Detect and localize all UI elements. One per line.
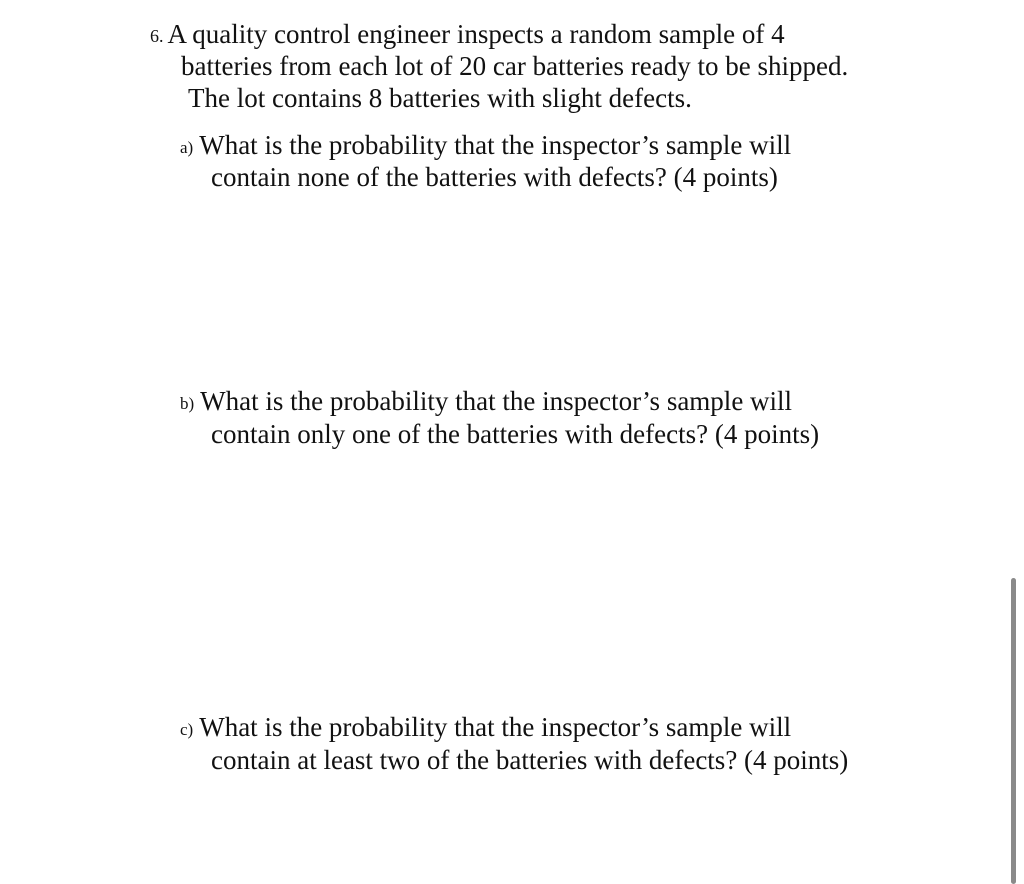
part-b-label: b) xyxy=(180,394,195,413)
part-a-line-2: contain none of the batteries with defects? (4 points) xyxy=(211,162,778,192)
part-a-line-1 xyxy=(180,129,791,164)
question-number: 6. xyxy=(150,26,164,46)
part-c-line-2: contain at least two of the batteries with defects? (4 points) xyxy=(211,745,849,775)
part-a-label: a) xyxy=(180,138,194,157)
vertical-scrollbar[interactable] xyxy=(1011,578,1016,884)
part-b-text-1: What is the probability that the inspector’s sample will xyxy=(200,386,793,416)
question-line-3: The lot contains 8 batteries with slight defects. xyxy=(188,83,692,113)
question-text-1: A quality control engineer inspects a random sample of 4 xyxy=(167,19,785,49)
question-line-2: batteries from each lot of 20 car batteries ready to be shipped. xyxy=(181,51,849,81)
part-b-line-2: contain only one of the batteries with defects? (4 points) xyxy=(211,419,820,449)
question-line-1 xyxy=(150,18,785,52)
part-c-label: c) xyxy=(180,720,194,739)
part-c-text-1: What is the probability that the inspector’s sample will xyxy=(199,712,792,742)
part-b-line-1 xyxy=(180,385,792,420)
part-c-line-1 xyxy=(180,711,791,746)
part-a-text-1: What is the probability that the inspector’s sample will xyxy=(199,130,792,160)
